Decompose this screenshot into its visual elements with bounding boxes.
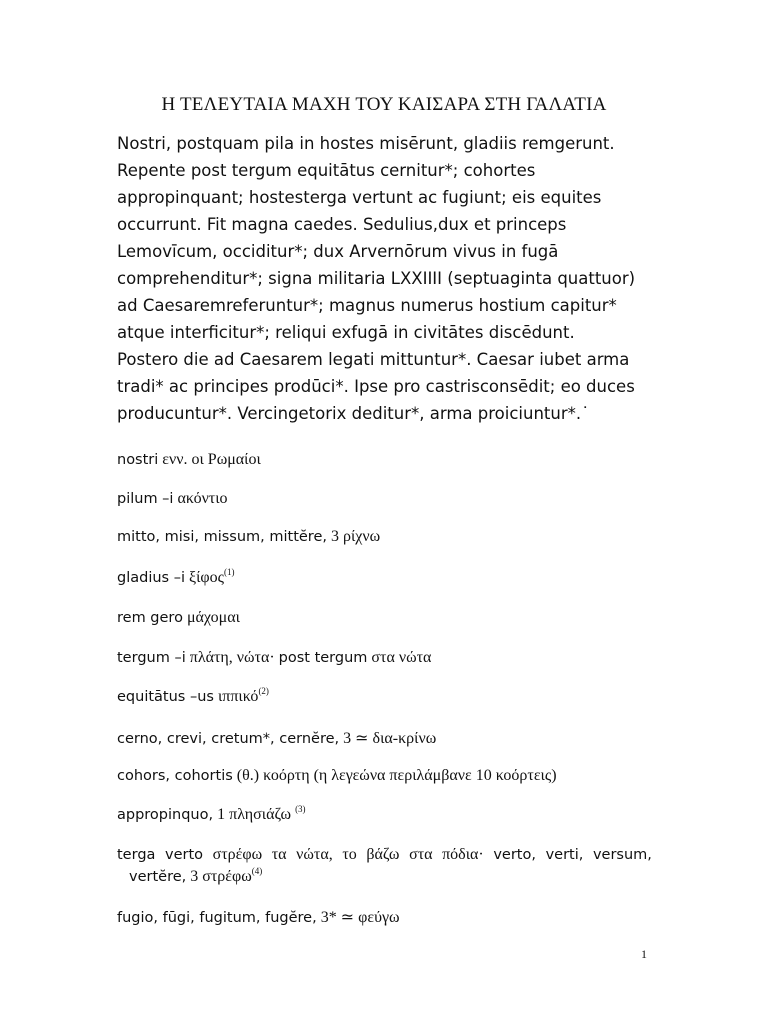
vocab-entry-nostri [117,451,652,469]
vocab-latin: fugio, fūgi, fugitum, fugĕre, [117,910,317,926]
vocab-entry-equitatus [117,688,652,706]
footnote-ref: (3) [295,804,306,814]
vocab-greek: (θ.) κοόρτη (η λεγεώνα περιλάμβανε 10 κοόρτεις) [232,767,557,784]
vocab-latin: vertĕre, [129,869,187,885]
vocab-latin: rem gero [117,610,183,626]
vocab-word: πόδια· [442,846,484,863]
vocab-greek: 3* ≃ φεύγω [316,909,400,926]
vocab-word: το [342,846,357,863]
vocab-word: verti, [545,847,584,863]
latin-passage [117,130,652,427]
vocab-greek: 3 στρέφω [186,868,252,885]
vocab-entry-tergum [117,649,652,667]
passage-line: producuntur*. Vercingetorix deditur*, arma proiciuntur*.˙ [117,404,590,423]
passage-line: ad Caesaremreferuntur*; magnus numerus hostium capitur* [117,296,617,315]
vocab-latin: cerno, crevi, cretum*, cernĕre, [117,731,340,747]
vocab-continuation-line [117,866,652,888]
vocab-word: στρέφω [212,846,263,863]
vocab-justified-line [117,844,652,866]
passage-line: comprehenditur*; signa militaria LXXIIII (septuaginta quattuor) [117,269,636,288]
vocab-entry-cerno [117,728,652,748]
passage-line: tradi* ac principes prodūci*. Ipse pro castrisconsēdit; eo duces [117,377,635,396]
vocab-greek: ακόντιο [173,490,228,507]
vocab-entry-mitto [117,528,652,546]
vocab-greek: ξίφος [184,569,224,586]
page-number: 1 [641,947,647,961]
passage-line: Nostri, postquam pila in hostes misērunt, gladiis remgerunt. [117,134,615,153]
vocab-greek: ενν. οι Ρωμαίοι [158,451,261,468]
passage-line: appropinquant; hostesterga vertunt ac fugiunt; eis equites [117,188,602,207]
vocab-greek-phrase: στα νώτα [367,649,432,666]
footnote-ref: (1) [224,567,235,577]
passage-line: atque interficitur*; reliqui exfugā in civitātes discēdunt. [117,323,575,342]
passage-line: occurrunt. Fit magna caedes. Sedulius,dux et princeps [117,215,567,234]
vocab-latin: appropinquo, [117,807,214,823]
footnote-ref: (2) [258,686,269,696]
vocab-entry-gladius [117,569,652,587]
vocab-word: versum, [592,847,652,863]
vocab-entry-terga-verto [117,844,652,888]
vocab-entry-rem-gero [117,609,652,627]
vocab-word: στα [409,846,433,863]
vocab-word: νώτα, [296,846,333,863]
vocab-latin: cohors, cohortis [117,768,233,784]
vocab-entry-appropinquo [117,806,652,824]
vocab-latin: mitto, misi, missum, mittĕre, [117,529,327,545]
vocab-greek: 1 πλησιάζω [213,806,296,823]
vocab-greek: πλάτη, νώτα· [185,649,279,666]
vocab-word: verto [165,847,204,863]
vocab-latin: gladius –i [117,570,185,586]
vocab-word: τα [271,846,287,863]
footnote-ref: (4) [251,866,263,876]
vocab-latin-phrase: post tergum [278,650,368,666]
vocab-greek: ιππικό [213,688,259,705]
vocab-latin: pilum –i [117,491,174,507]
passage-line: Repente post tergum equitātus cernitur*; cohortes [117,161,536,180]
vocab-word: βάζω [366,846,400,863]
vocab-greek: 3 ≃ δια-κρίνω [339,730,437,747]
vocab-latin: equitātus –us [117,689,214,705]
vocab-latin: tergum –i [117,650,186,666]
passage-line: Lemovīcum, occiditur*; dux Arvernōrum vivus in fugā [117,242,559,261]
vocab-greek: μάχομαι [182,609,240,626]
document-title: Η ΤΕΛΕΥΤΑΙΑ ΜΑΧΗ ΤΟΥ ΚΑΙΣΑΡΑ ΣΤΗ ΓΑΛΑΤΙΑ [161,94,607,115]
vocab-entry-fugio [117,907,652,927]
vocab-word: verto, [493,847,536,863]
vocab-entry-cohors [117,767,652,785]
vocab-latin: nostri [117,452,159,468]
vocab-greek: 3 ρίχνω [326,528,381,545]
vocab-word: terga [117,847,156,863]
passage-line: Postero die ad Caesarem legati mittuntur*. Caesar iubet arma [117,350,630,369]
vocab-entry-pilum [117,490,652,508]
